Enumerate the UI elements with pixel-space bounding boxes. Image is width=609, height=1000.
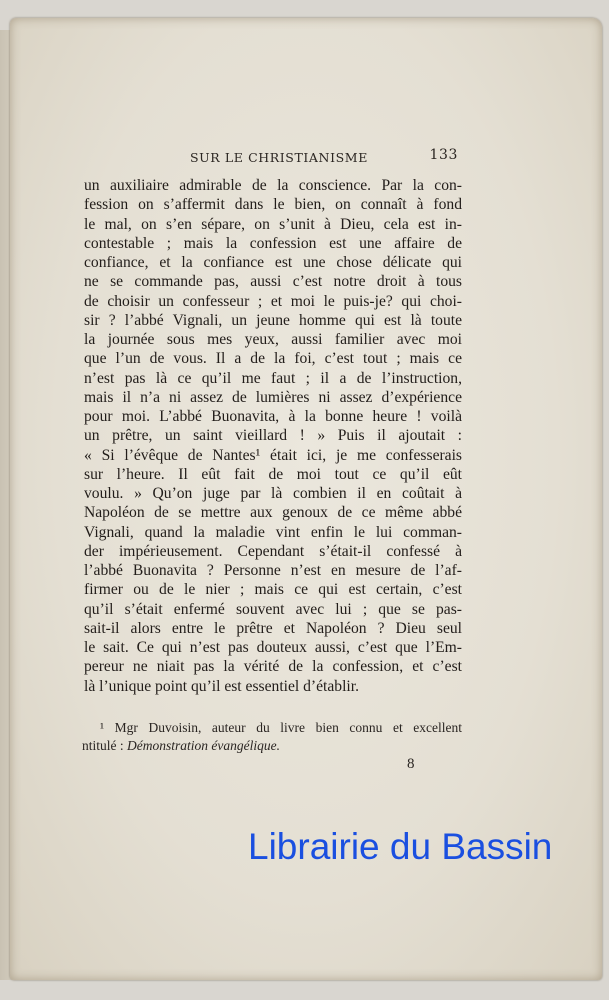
- text-line: le sait. Ce qui n’est pas douteux aussi, c’est que l’Em-: [84, 639, 462, 656]
- footnote-line-2-prefix: ntitulé :: [82, 738, 127, 753]
- text-line: que l’un de vous. Il a de la foi, c’est tout ; mais ce: [84, 350, 462, 368]
- text-line: le mal, on s’en sépare, on s’unit à Dieu, cela est in-: [84, 215, 462, 233]
- text-line: mais il n’a ni assez de lumières ni assez d’expérience: [84, 388, 462, 406]
- page-number: 133: [429, 147, 458, 163]
- text-line: ne se commande pas, aussi c’est notre droit à tous: [84, 273, 462, 291]
- text-line: la journée sous mes yeux, aussi familier avec moi: [84, 331, 462, 348]
- footnote-line-2: [82, 737, 462, 755]
- footnote-line-1: ¹ Mgr Duvoisin, auteur du livre bien connu et excellent: [100, 720, 462, 735]
- text-line: n’est pas là ce qu’il me faut ; il a de l’instruction,: [84, 369, 462, 387]
- text-line: contestable ; mais la confession est une affaire de: [84, 234, 462, 252]
- signature-mark: 8: [407, 756, 415, 772]
- text-line: sur l’heure. Il eût fait de moi tout ce qu’il eût: [84, 465, 462, 483]
- text-line: un auxiliaire admirable de la conscience. Par la con-: [84, 177, 462, 194]
- text-line: confiance, et la confiance est une chose délicate qui: [84, 254, 462, 271]
- text-line: Napoléon de se mettre aux genoux de ce même abbé: [84, 504, 462, 522]
- text-line: l’abbé Buonavita ? Personne n’est en mesure de l’af-: [84, 562, 462, 579]
- text-line: pour moi. L’abbé Buonavita, à la bonne heure ! voilà: [84, 408, 462, 425]
- text-line: pereur ne niait pas la vérité de la confession, et c’est: [84, 658, 462, 676]
- text-line: voulu. » Qu’on juge par là combien il en coûtait à: [84, 485, 462, 502]
- text-line: Vignali, quand la maladie vint enfin le lui comman-: [84, 523, 462, 541]
- running-head-title: SUR LE CHRISTIANISME: [190, 150, 368, 165]
- text-line: firmer ou de le nier ; mais ce qui est certain, c’est: [84, 581, 462, 599]
- text-line: sait-il alors entre le prêtre et Napoléon ? Dieu seul: [84, 619, 462, 637]
- text-line: fession on s’affermit dans le bien, on connaît à fond: [84, 196, 462, 214]
- text-line: de choisir un confesseur ; et moi le puis-je? qui choi-: [84, 292, 462, 310]
- body-text: [84, 176, 462, 696]
- footnote: [82, 719, 462, 755]
- text-line: sir ? l’abbé Vignali, un jeune homme qui est là toute: [84, 311, 462, 329]
- text-line: un prêtre, un saint vieillard ! » Puis il ajoutait :: [84, 427, 462, 445]
- text-line: qu’il s’était enfermé souvent avec lui ; que se pas-: [84, 600, 462, 618]
- text-line: « Si l’évêque de Nantes¹ était ici, je me confesserais: [84, 446, 462, 464]
- footnote-book-title: Démonstration évangélique.: [127, 738, 280, 753]
- watermark: Librairie du Bassin: [248, 826, 553, 867]
- text-line: là l’unique point qu’il est essentiel d’établir.: [84, 677, 359, 695]
- text-line: der impérieusement. Cependant s’était-il confessé à: [84, 542, 462, 560]
